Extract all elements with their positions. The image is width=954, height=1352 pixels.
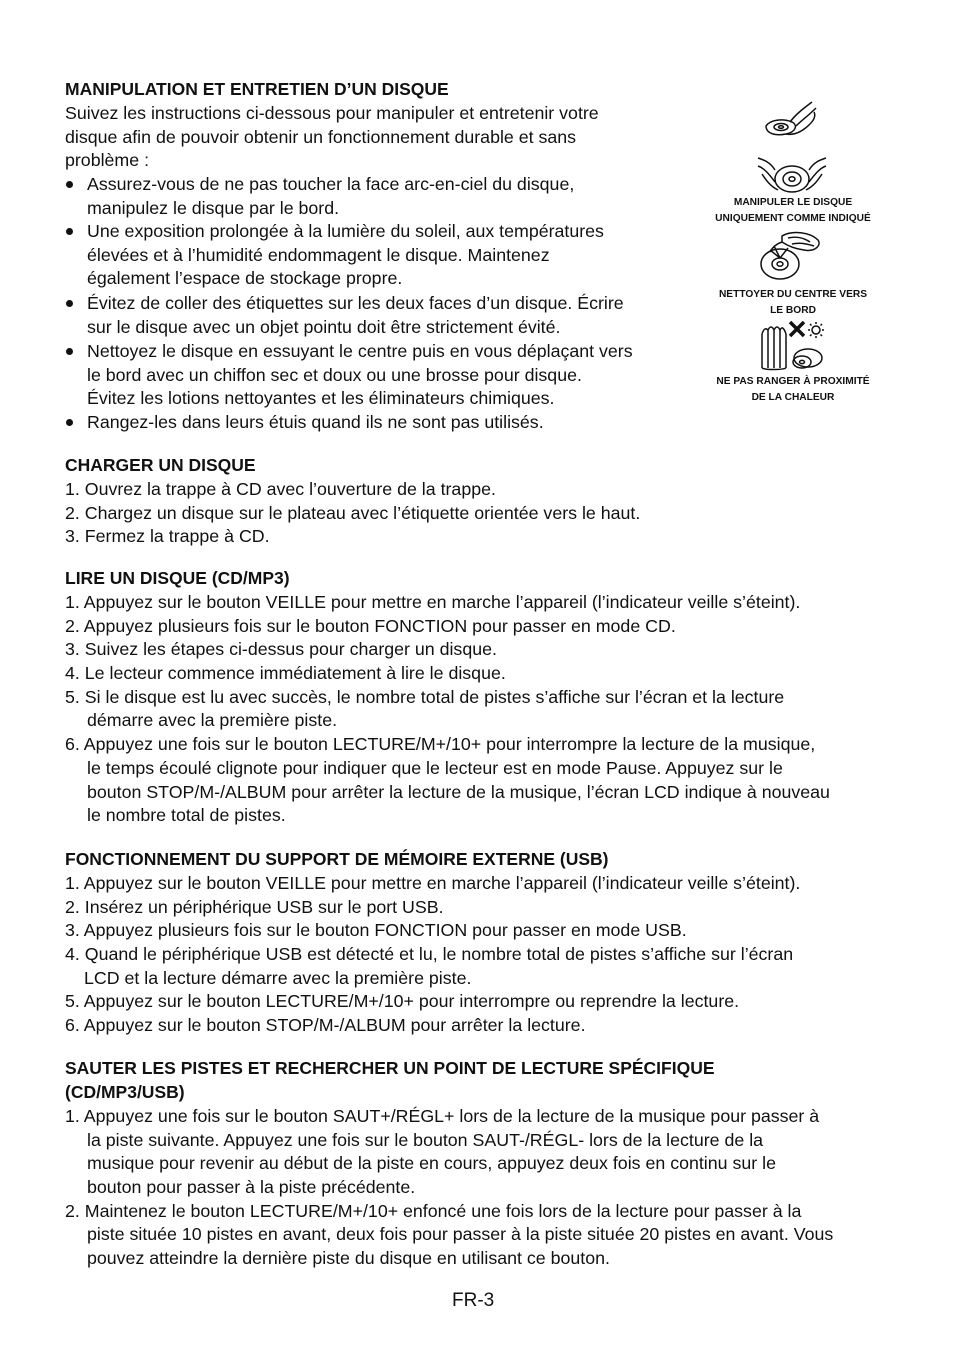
section-title-usb: FONCTIONNEMENT DU SUPPORT DE MÉMOIRE EXTERNE (USB) xyxy=(65,849,609,869)
bullet-item xyxy=(87,173,574,220)
intro-line: disque afin de pouvoir obtenir un fonctionnement durable et sans xyxy=(65,126,577,147)
section-title-play-disc: LIRE UN DISQUE (CD/MP3) xyxy=(65,568,290,588)
section-title-line: SAUTER LES PISTES ET RECHERCHER UN POINT DE LECTURE SPÉCIFIQUE xyxy=(65,1058,715,1078)
bullet-line: également l’espace de stockage propre. xyxy=(87,268,403,289)
step-line: 4. Quand le périphérique USB est détecté et lu, le nombre total de pistes s’affiche sur l’écran xyxy=(65,944,794,965)
section1-intro xyxy=(65,102,599,173)
bullet-dot xyxy=(65,340,75,350)
step-line: 2. Appuyez plusieurs fois sur le bouton FONCTION pour passer en mode CD. xyxy=(65,615,676,636)
step-line: 1. Ouvrez la trappe à CD avec l’ouverture de la trappe. xyxy=(65,479,496,499)
step-line: 1. Appuyez sur le bouton VEILLE pour mettre en marche l’appareil (l’indicateur veille s’éteint). xyxy=(65,873,801,893)
step-line: 2. Maintenez le bouton LECTURE/M+/10+ enfoncé une fois lors de la lecture pour passer à la xyxy=(65,1200,802,1221)
caption-clean-center-to-edge xyxy=(700,287,886,318)
intro-line: Suivez les instructions ci-dessous pour manipuler et entretenir votre xyxy=(65,103,599,123)
bullet-line: Une exposition prolongée à la lumière du soleil, aux températures xyxy=(87,221,604,241)
step-line: bouton STOP/M-/ALBUM pour arrêter la lecture de la musique, l’écran LCD indique à nouveau xyxy=(87,781,830,802)
caption-line: UNIQUEMENT COMME INDIQUÉ xyxy=(715,212,871,224)
step-line: 6. Appuyez une fois sur le bouton LECTURE/M+/10+ pour interrompre la lecture de la musique, xyxy=(65,734,816,755)
section5-steps xyxy=(65,1105,833,1271)
step-line: piste située 10 pistes en avant, deux fois pour passer à la piste située 20 pistes en avant. Vous xyxy=(87,1224,834,1245)
bullet-line: Évitez de coller des étiquettes sur les deux faces d’un disque. Écrire xyxy=(87,293,624,313)
section4-steps xyxy=(65,872,800,1038)
bullet-line: Assurez-vous de ne pas toucher la face arc-en-ciel du disque, xyxy=(87,174,575,194)
step-line: 3. Appuyez plusieurs fois sur le bouton FONCTION pour passer en mode USB. xyxy=(65,920,687,941)
bullet-dot xyxy=(65,220,75,230)
step-line: démarre avec la première piste. xyxy=(87,710,338,731)
step-line: 5. Si le disque est lu avec succès, le nombre total de pistes s’affiche sur l’écran et la lecture xyxy=(65,686,785,707)
bullet-line: manipulez le disque par le bord. xyxy=(87,197,340,218)
caption-line: LE BORD xyxy=(770,304,816,316)
section-title-load-disc: CHARGER UN DISQUE xyxy=(65,455,256,475)
step-line: 6. Appuyez sur le bouton STOP/M-/ALBUM pour arrêter la lecture. xyxy=(65,1015,586,1036)
bullet-item xyxy=(87,411,544,435)
section-title-skip-tracks xyxy=(65,1057,715,1104)
bullet-item xyxy=(87,340,633,411)
no-heat-storage-icon xyxy=(758,318,828,372)
bullet-item xyxy=(87,220,604,291)
step-line: 1. Appuyez une fois sur le bouton SAUT+/RÉGL+ lors de la lecture de la musique pour passer à xyxy=(65,1106,820,1126)
step-line: 3. Fermez la trappe à CD. xyxy=(65,526,270,547)
step-line: 4. Le lecteur commence immédiatement à lire le disque. xyxy=(65,663,506,684)
step-line: 2. Chargez un disque sur le plateau avec l’étiquette orientée vers le haut. xyxy=(65,502,641,523)
step-line: 3. Suivez les étapes ci-dessus pour charger un disque. xyxy=(65,639,497,660)
step-line: bouton pour passer à la piste précédente. xyxy=(87,1177,416,1198)
step-line: 5. Appuyez sur le bouton LECTURE/M+/10+ pour interrompre ou reprendre la lecture. xyxy=(65,991,740,1012)
hands-holding-disc-edges-icon xyxy=(754,152,830,196)
step-line: 2. Insérez un périphérique USB sur le port USB. xyxy=(65,896,444,917)
step-line: pouvez atteindre la dernière piste du disque en utilisant ce bouton. xyxy=(87,1248,610,1269)
step-line: le temps écoulé clignote pour indiquer que le lecteur est en mode Pause. Appuyez sur le xyxy=(87,757,783,778)
section3-steps xyxy=(65,591,830,828)
bullet-line: élevées et à l’humidité endommagent le disque. Maintenez xyxy=(87,244,550,265)
caption-line: NETTOYER DU CENTRE VERS xyxy=(718,289,868,300)
bullet-line: Rangez-les dans leurs étuis quand ils ne sont pas utilisés. xyxy=(87,412,544,432)
page-number: FR-3 xyxy=(452,1290,495,1311)
step-line: le nombre total de pistes. xyxy=(87,805,286,826)
step-line: musique pour revenir au début de la piste en cours, appuyez deux fois en continu sur le xyxy=(87,1153,776,1174)
bullet-dot xyxy=(65,173,75,183)
bullet-line: Évitez les lotions nettoyantes et les éliminateurs chimiques. xyxy=(87,388,555,409)
section-title-disc-handling: MANIPULATION ET ENTRETIEN D’UN DISQUE xyxy=(65,79,449,99)
caption-no-heat xyxy=(700,374,886,405)
step-line: LCD et la lecture démarre avec la première piste. xyxy=(84,967,472,988)
step-line: 1. Appuyez sur le bouton VEILLE pour mettre en marche l’appareil (l’indicateur veille s’éteint). xyxy=(65,592,801,612)
intro-line: problème : xyxy=(65,150,150,171)
section2-steps xyxy=(65,478,640,549)
bullet-dot xyxy=(65,292,75,302)
hand-holding-disc-icon xyxy=(752,96,824,144)
caption-line: NE PAS RANGER À PROXIMITÉ xyxy=(716,376,870,387)
bullet-line: le bord avec un chiffon sec et doux ou une brosse pour disque. xyxy=(87,364,582,385)
cleaning-disc-icon xyxy=(752,226,826,288)
bullet-dot xyxy=(65,411,75,421)
caption-line: DE LA CHALEUR xyxy=(751,391,835,403)
caption-handle-disc xyxy=(700,195,886,226)
bullet-line: Nettoyez le disque en essuyant le centre puis en vous déplaçant vers xyxy=(87,341,633,361)
bullet-line: sur le disque avec un objet pointu doit être strictement évité. xyxy=(87,316,561,337)
bullet-item xyxy=(87,292,624,339)
caption-line: MANIPULER LE DISQUE xyxy=(733,197,853,208)
section-title-line: (CD/MP3/USB) xyxy=(65,1081,185,1102)
step-line: la piste suivante. Appuyez une fois sur le bouton SAUT-/RÉGL- lors de la lecture de la xyxy=(87,1129,764,1150)
